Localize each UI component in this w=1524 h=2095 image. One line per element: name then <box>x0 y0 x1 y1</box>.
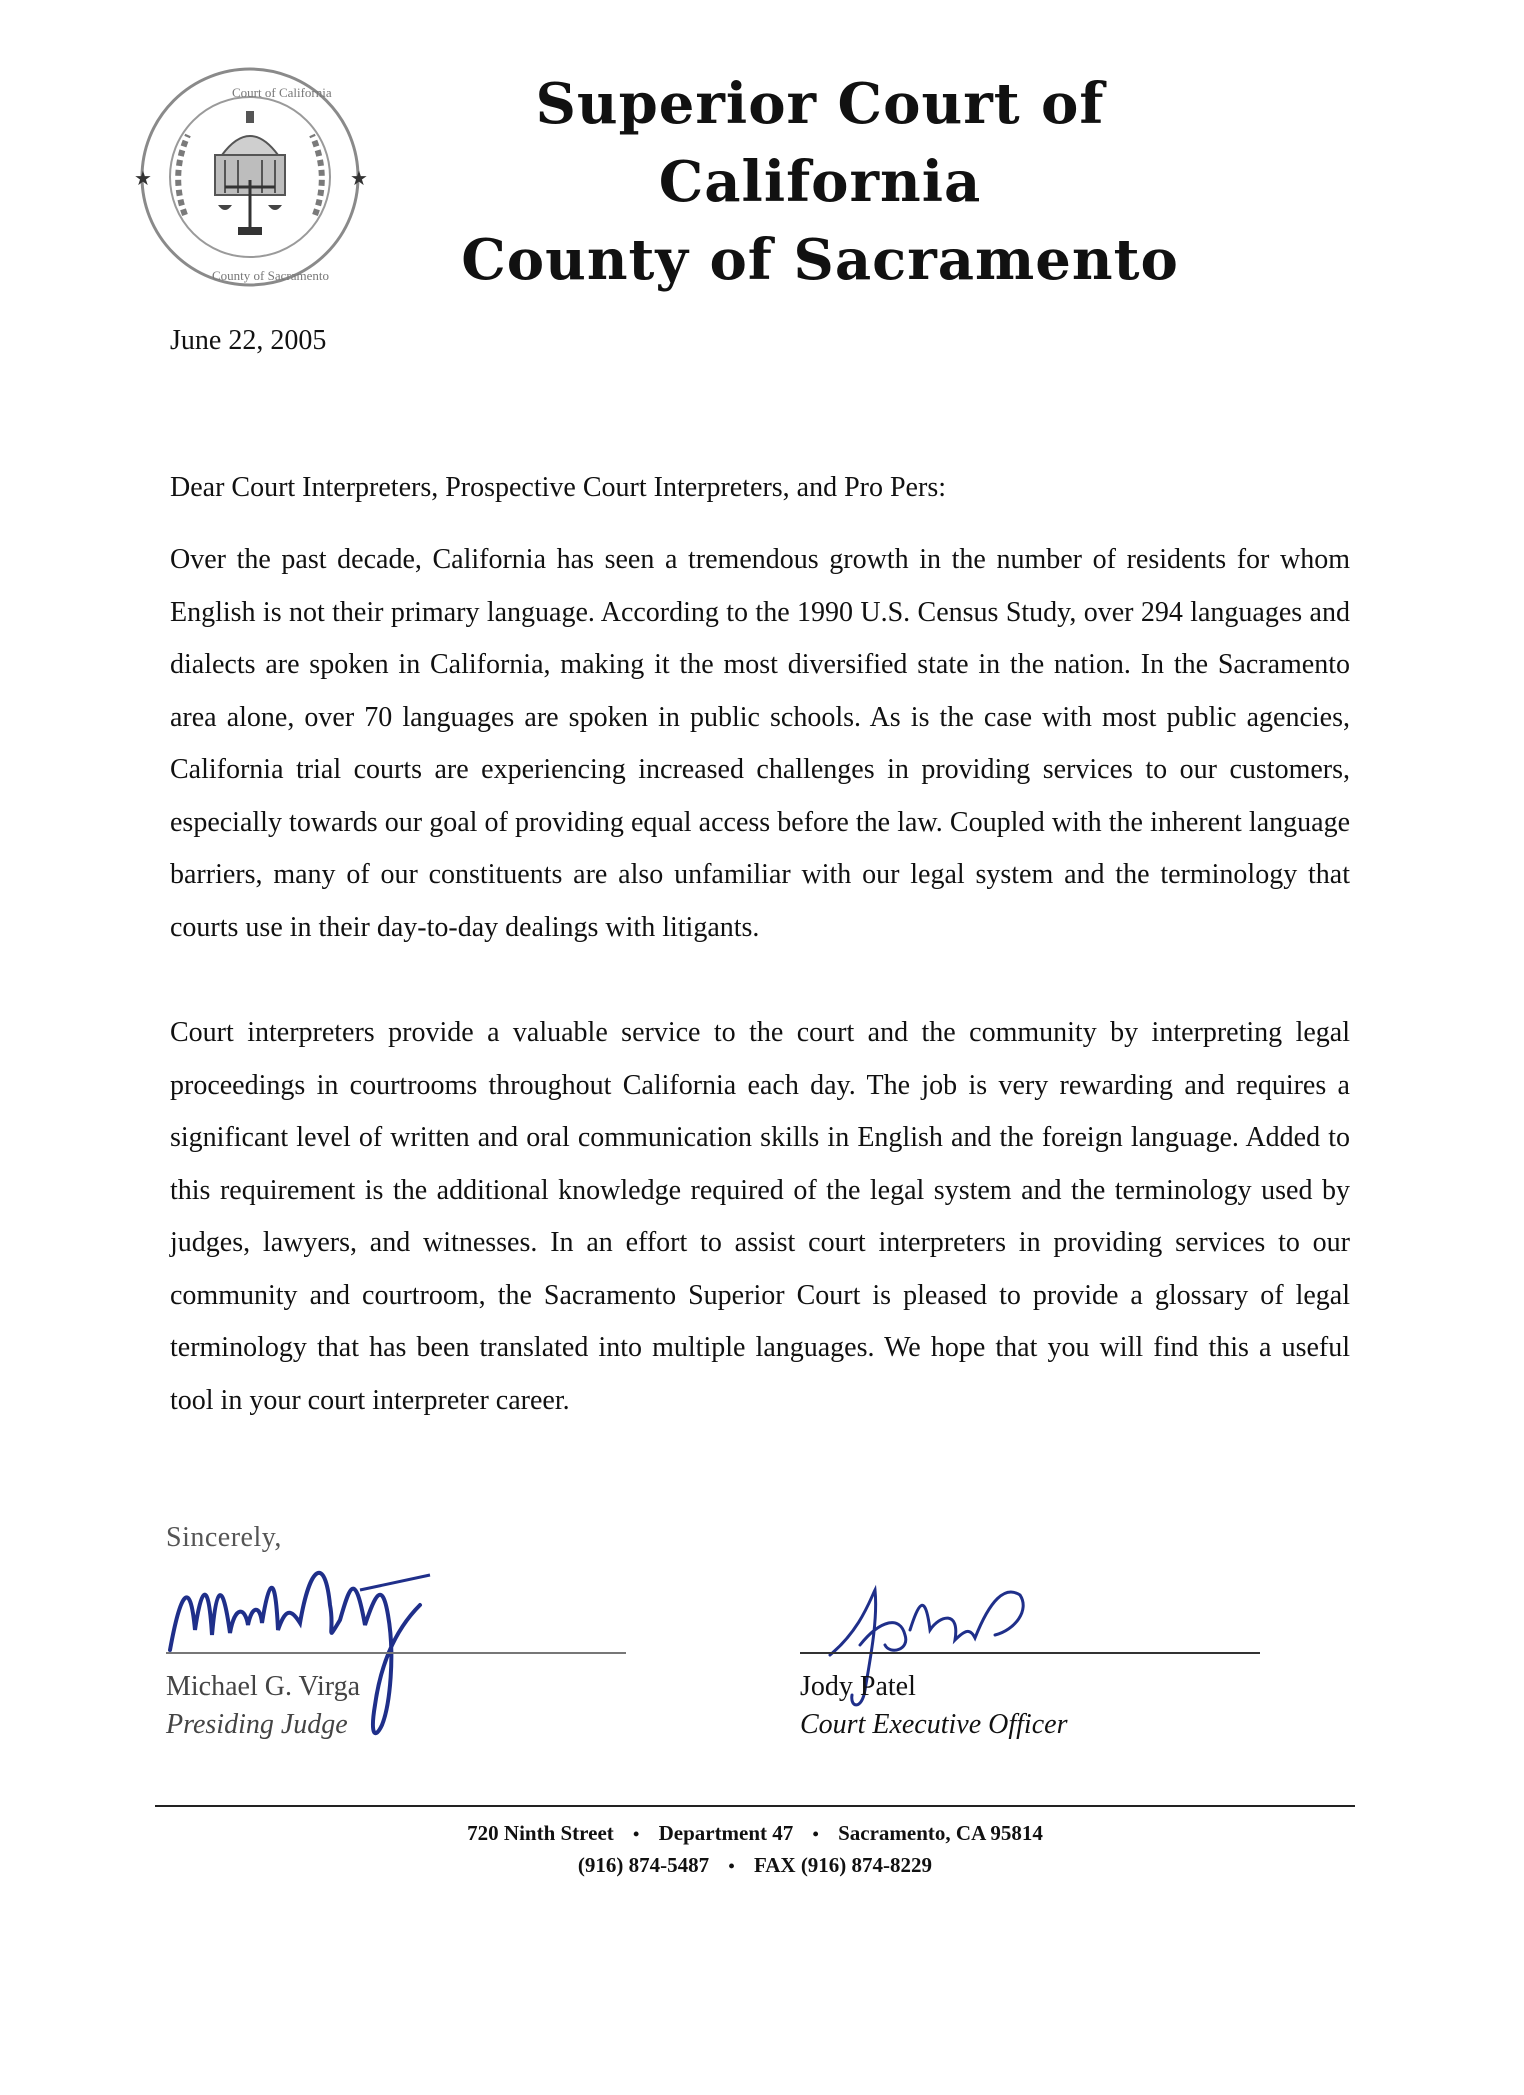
footer-department: Department 47 <box>658 1821 794 1845</box>
signatory-left <box>166 1668 360 1744</box>
letterhead-title <box>420 65 1220 299</box>
svg-text:★: ★ <box>134 168 152 190</box>
salutation: Dear Court Interpreters, Prospective Court Interpreters, and Pro Pers: <box>170 472 946 503</box>
signatory-title: Presiding Judge <box>166 1709 348 1740</box>
signatory-right <box>800 1668 1067 1744</box>
svg-text:County of Sacramento: County of Sacramento <box>212 268 329 283</box>
bullet-separator: • <box>633 1824 640 1844</box>
court-seal-icon <box>130 55 370 300</box>
signature-line-left <box>166 1652 626 1654</box>
letterhead-title-line1: Superior Court of California <box>535 71 1105 215</box>
bullet-separator: • <box>728 1856 735 1876</box>
signatory-name: Michael G. Virga <box>166 1671 361 1702</box>
footer-street: 720 Ninth Street <box>467 1821 614 1845</box>
letterhead-title-line2: County of Sacramento <box>461 227 1179 293</box>
signatory-name: Jody Patel <box>800 1671 916 1702</box>
letter-date: June 22, 2005 <box>170 325 327 356</box>
svg-text:Court of California: Court of California <box>232 85 332 100</box>
footer-fax: FAX (916) 874-8229 <box>753 1853 933 1877</box>
footer-rule <box>155 1805 1355 1807</box>
svg-text:★: ★ <box>350 168 368 190</box>
footer-phone: (916) 874-5487 <box>577 1853 710 1877</box>
signatory-title: Court Executive Officer <box>800 1709 1068 1740</box>
signature-line-right <box>800 1652 1260 1654</box>
paragraph: Court interpreters provide a valuable service to the court and the community by interpreting legal proceedings in courtrooms throughout California each day. The job is very rewarding and requires a significant level of written and oral communication skills in English and the foreign language. Added to this requirement is the additional knowledge required of the legal system and the terminology used by judges, lawyers, and witnesses. In an effort to assist court interpreters in providing services to our community and courtroom, the Sacramento Superior Court is pleased to provide a glossary of legal terminology that has been translated into multiple languages. We hope that you will find this a useful tool in your court interpreter career. <box>170 1017 1350 1416</box>
letter-body <box>170 462 1350 1427</box>
bullet-separator: • <box>812 1824 819 1844</box>
footer-city: Sacramento, CA 95814 <box>838 1821 1043 1845</box>
footer-address <box>155 1818 1355 1882</box>
paragraph: Over the past decade, California has seen a tremendous growth in the number of residents for whom English is not their primary language. According to the 1990 U.S. Census Study, over 294 languages and dialects are spoken in California, making it the most diversified state in the nation. In the Sacramento area alone, over 70 languages are spoken in public schools. As is the case with most public agencies, California trial courts are experiencing increased challenges in providing services to our customers, especially towards our goal of providing equal access before the law. Coupled with the inherent language barriers, many of our constituents are also unfamiliar with our legal system and the terminology that courts use in their day-to-day dealings with litigants. <box>170 544 1350 943</box>
closing: Sincerely, <box>166 1522 282 1553</box>
